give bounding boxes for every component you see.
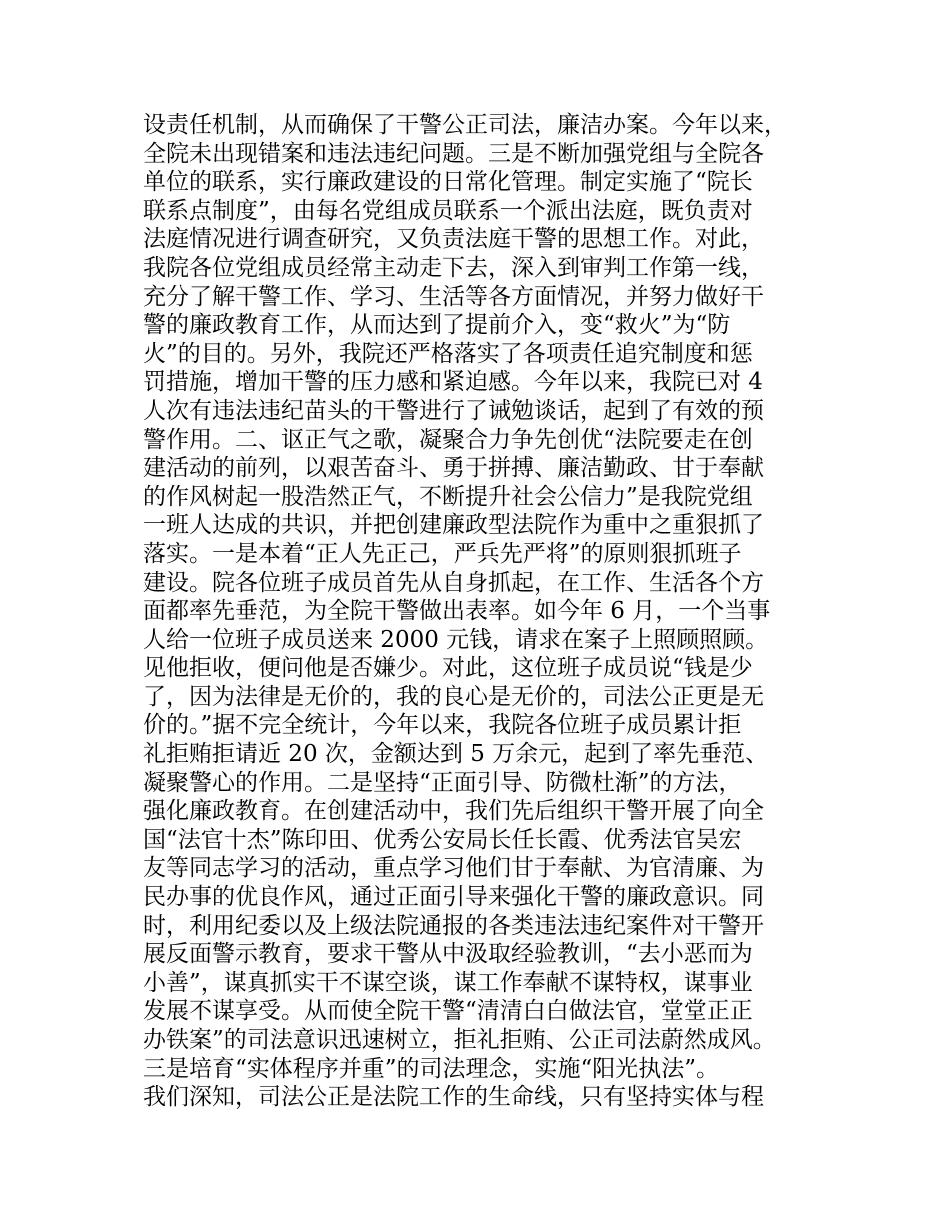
- text-line: 警作用。二、讴正气之歌，凝聚合力争先创优“法院要走在创: [143, 426, 753, 453]
- text-line: 面都率先垂范，为全院干警做出表率。如今年 6 月，一个当事: [143, 598, 771, 625]
- text-line: 落实。一是本着“正人先正己，严兵先严将”的原则狠抓班子: [143, 540, 742, 567]
- text-line: 联系点制度”，由每名党组成员联系一个派出法庭，既负责对: [143, 197, 753, 224]
- text-line: 友等同志学习的活动，重点学习他们甘于奉献、为官清廉、为: [143, 855, 764, 882]
- text-line: 三是培育“实体程序并重”的司法理念，实施“阳光执法”。: [143, 1055, 720, 1082]
- text-line: 单位的联系，实行廉政建设的日常化管理。制定实施了“院长: [143, 169, 753, 196]
- text-line: 人给一位班子成员送来 2000 元钱，请求在案子上照顾照顾。: [143, 626, 769, 653]
- text-line: 警的廉政教育工作，从而达到了提前介入，变“救火”为“防: [143, 312, 731, 339]
- text-line: 建设。院各位班子成员首先从自身抓起，在工作、生活各个方: [143, 569, 764, 596]
- text-line: 法庭情况进行调查研究，又负责法庭干警的思想工作。对此，: [143, 226, 764, 253]
- body-text: [143, 111, 843, 1112]
- text-line: 国“法官十杰”陈印田、优秀公安局长任长霞、优秀法官吴宏: [143, 826, 742, 853]
- text-line: 礼拒贿拒请近 20 次，金额达到 5 万余元，起到了率先垂范、: [143, 741, 769, 768]
- text-line: 时，利用纪委以及上级法院通报的各类违法违纪案件对干警开: [143, 912, 764, 939]
- text-line: 民办事的优良作风，通过正面引导来强化干警的廉政意识。同: [143, 884, 764, 911]
- text-line: 罚措施，增加干警的压力感和紧迫感。今年以来，我院已对 4: [143, 369, 763, 396]
- text-line: 全院未出现错案和违法违纪问题。三是不断加强党组与全院各: [143, 140, 764, 167]
- text-line: 强化廉政教育。在创建活动中，我们先后组织干警开展了向全: [143, 798, 764, 825]
- text-line: 价的。”据不完全统计，今年以来，我院各位班子成员累计拒: [143, 712, 742, 739]
- text-line: 办铁案”的司法意识迅速树立，拒礼拒贿、公正司法蔚然成风。: [143, 1027, 776, 1053]
- text-line: 小善”，谋真抓实干不谋空谈，谋工作奉献不谋特权，谋事业: [143, 969, 753, 996]
- text-line: 我们深知，司法公正是法院工作的生命线，只有坚持实体与程: [143, 1084, 764, 1111]
- text-line: 一班人达成的共识，并把创建廉政型法院作为重中之重狠抓了: [143, 512, 764, 539]
- text-line: 我院各位党组成员经常主动走下去，深入到审判工作第一线，: [143, 254, 764, 281]
- text-line: 凝聚警心的作用。二是坚持“正面引导、防微杜渐”的方法，: [143, 769, 742, 796]
- text-line: 的作风树起一股浩然正气，不断提升社会公信力”是我院党组: [143, 483, 753, 510]
- text-line: 展反面警示教育，要求干警从中汲取经验教训，“去小恶而为: [143, 941, 753, 968]
- text-line: 充分了解干警工作、学习、生活等各方面情况，并努力做好干: [143, 283, 764, 310]
- text-line: 火”的目的。另外，我院还严格落实了各项责任追究制度和惩: [143, 340, 753, 367]
- text-line: 人次有违法违纪苗头的干警进行了诫勉谈话，起到了有效的预: [143, 397, 764, 424]
- text-line: 设责任机制，从而确保了干警公正司法，廉洁办案。今年以来，: [143, 112, 787, 138]
- text-line: 发展不谋享受。从而使全院干警“清清白白做法官，堂堂正正: [143, 998, 753, 1025]
- text-line: 了，因为法律是无价的，我的良心是无价的，司法公正更是无: [143, 683, 764, 710]
- text-line: 见他拒收，便问他是否嫌少。对此，这位班子成员说“钱是少: [143, 655, 753, 682]
- text-line: 建活动的前列，以艰苦奋斗、勇于拼搏、廉洁勤政、甘于奉献: [143, 455, 764, 482]
